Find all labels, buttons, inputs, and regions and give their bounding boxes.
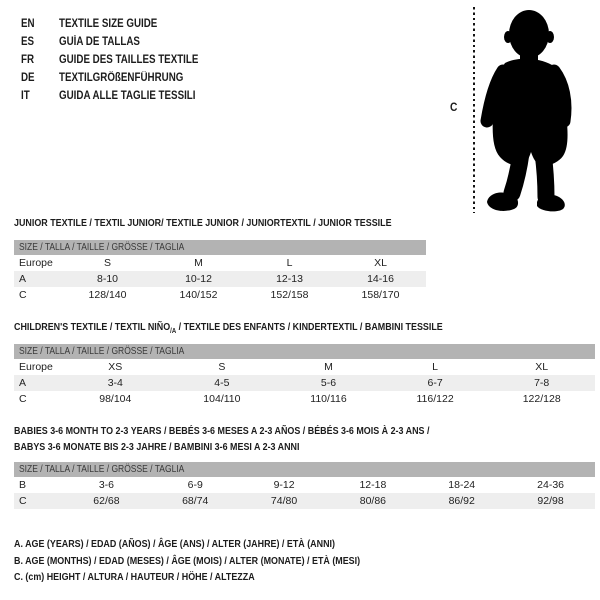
measurement-legend <box>14 536 421 586</box>
language-label: GUÍA DE TALLAS <box>59 36 140 48</box>
height-label-c: C <box>450 100 458 114</box>
language-label: TEXTILGRÖßENFÜHRUNG <box>59 72 184 84</box>
language-list <box>21 15 223 105</box>
row-label: B <box>19 479 27 491</box>
height-cell: 122/128 <box>522 393 561 405</box>
age-cell: 3-4 <box>107 377 123 389</box>
height-cell: 92/98 <box>537 495 564 507</box>
language-row-fr <box>21 51 223 69</box>
children-size-header-bar <box>14 344 595 359</box>
size-header-label: SIZE / TALLA / TAILLE / GRÖSSE / TAGLIA <box>19 464 185 475</box>
height-cell: 68/74 <box>182 495 209 507</box>
size-cell: M <box>324 361 333 373</box>
babies-title-line1: BABIES 3-6 MONTH TO 2-3 YEARS / BEBÉS 3-6 MESES A 2-3 AÑOS / BÉBÉS 3-6 MOIS À 2-3 ANS / <box>14 425 430 437</box>
row-label: Europe <box>19 257 53 269</box>
height-cell: 98/104 <box>99 393 132 405</box>
size-cell: L <box>286 257 293 269</box>
junior-size-table <box>14 240 426 303</box>
size-cell: XL <box>374 257 387 269</box>
age-cell: 5-6 <box>320 377 337 389</box>
language-label: TEXTILE SIZE GUIDE <box>59 18 158 30</box>
language-code: EN <box>21 18 35 30</box>
baby-silhouette-icon <box>479 3 599 216</box>
height-cell: 140/152 <box>179 289 218 301</box>
children-table-title-text: CHILDREN'S TEXTILE / TEXTIL $NIÑO_{/A}$ / TEXTILE DES ENFANTS / KINDERTEXTIL / BAMBINI TESSILE <box>14 321 443 336</box>
table-row-europe <box>14 255 426 271</box>
table-row-age <box>14 375 595 391</box>
language-label: GUIDA ALLE TAGLIE TESSILI <box>59 90 196 102</box>
age-cell: 6-7 <box>427 377 443 389</box>
size-header-label: SIZE / TALLA / TAILLE / GRÖSSE / TAGLIA <box>19 346 185 357</box>
language-code: FR <box>21 54 35 66</box>
age-cell: 8-10 <box>96 273 118 285</box>
row-label: C <box>19 495 27 507</box>
height-cell: 128/140 <box>88 289 127 301</box>
row-label: C <box>19 289 27 301</box>
age-cell: 6-9 <box>187 479 203 491</box>
age-cell: 12-13 <box>276 273 303 285</box>
junior-table-title <box>14 216 458 232</box>
age-cell: 10-12 <box>185 273 212 285</box>
language-code: DE <box>21 72 35 84</box>
language-code: ES <box>21 36 35 48</box>
height-cell: 152/158 <box>270 289 309 301</box>
height-cell: 80/86 <box>359 495 387 507</box>
height-cell: 86/92 <box>448 495 475 507</box>
language-row-es <box>21 33 223 51</box>
height-cell: 158/170 <box>361 289 400 301</box>
language-code: IT <box>21 90 30 102</box>
size-cell: S <box>103 257 111 269</box>
language-row-en <box>21 15 223 33</box>
size-cell: L <box>432 361 438 373</box>
age-cell: 4-5 <box>214 377 230 389</box>
legend-line-c: C. (cm) HEIGHT / ALTURA / HAUTEUR / HÖHE / ALTEZZA <box>14 571 255 583</box>
size-cell: XL <box>535 361 549 373</box>
language-row-it <box>21 87 223 105</box>
height-dotted-line <box>473 7 475 213</box>
table-row-height <box>14 391 595 407</box>
age-cell: 12-18 <box>359 479 387 491</box>
height-cell: 74/80 <box>270 495 298 507</box>
age-cell: 14-16 <box>367 273 394 285</box>
junior-size-header-bar <box>14 240 426 255</box>
babies-size-header-bar <box>14 462 595 477</box>
row-label: A <box>19 273 27 285</box>
table-row-age-months <box>14 477 595 493</box>
row-label: A <box>19 377 27 389</box>
size-header-label: SIZE / TALLA / TAILLE / GRÖSSE / TAGLIA <box>19 242 185 253</box>
size-cell: XS <box>108 361 123 373</box>
height-cell: 116/122 <box>416 393 454 405</box>
language-row-de <box>21 69 223 87</box>
language-label: GUIDE DES TAILLES TEXTILE <box>59 54 199 66</box>
row-label: Europe <box>19 361 53 373</box>
height-cell: 62/68 <box>93 495 120 507</box>
age-cell: 7-8 <box>534 377 550 389</box>
size-cell: S <box>218 361 226 373</box>
age-cell: 18-24 <box>448 479 476 491</box>
table-row-height <box>14 287 426 303</box>
babies-size-table <box>14 462 595 509</box>
children-size-table <box>14 344 595 407</box>
height-cell: 104/110 <box>203 393 241 405</box>
legend-line-b: B. AGE (MONTHS) / EDAD (MESES) / ÂGE (MOIS) / ALTER (MONATE) / ETÀ (MESI) <box>14 554 361 567</box>
legend-line-a: A. AGE (YEARS) / EDAD (AÑOS) / ÂGE (ANS) / ALTER (JAHRE) / ETÀ (ANNI) <box>14 538 335 550</box>
junior-table-title-text: JUNIOR TEXTILE / TEXTIL JUNIOR/ TEXTILE JUNIOR / JUNIORTEXTIL / JUNIOR TESSILE <box>14 217 392 229</box>
babies-table-title <box>14 424 503 455</box>
children-table-title <box>14 320 518 340</box>
table-row-europe <box>14 359 595 375</box>
age-cell: 9-12 <box>273 479 295 491</box>
height-cell: 110/116 <box>310 393 347 405</box>
table-row-age <box>14 271 426 287</box>
table-row-height <box>14 493 595 509</box>
age-cell: 3-6 <box>98 479 114 491</box>
age-cell: 24-36 <box>537 479 564 491</box>
babies-title-line2: BABYS 3-6 MONATE BIS 2-3 JAHRE / BAMBINI 3-6 MESI A 2-3 ANNI <box>14 440 300 453</box>
row-label: C <box>19 393 27 405</box>
size-cell: M <box>194 257 203 269</box>
